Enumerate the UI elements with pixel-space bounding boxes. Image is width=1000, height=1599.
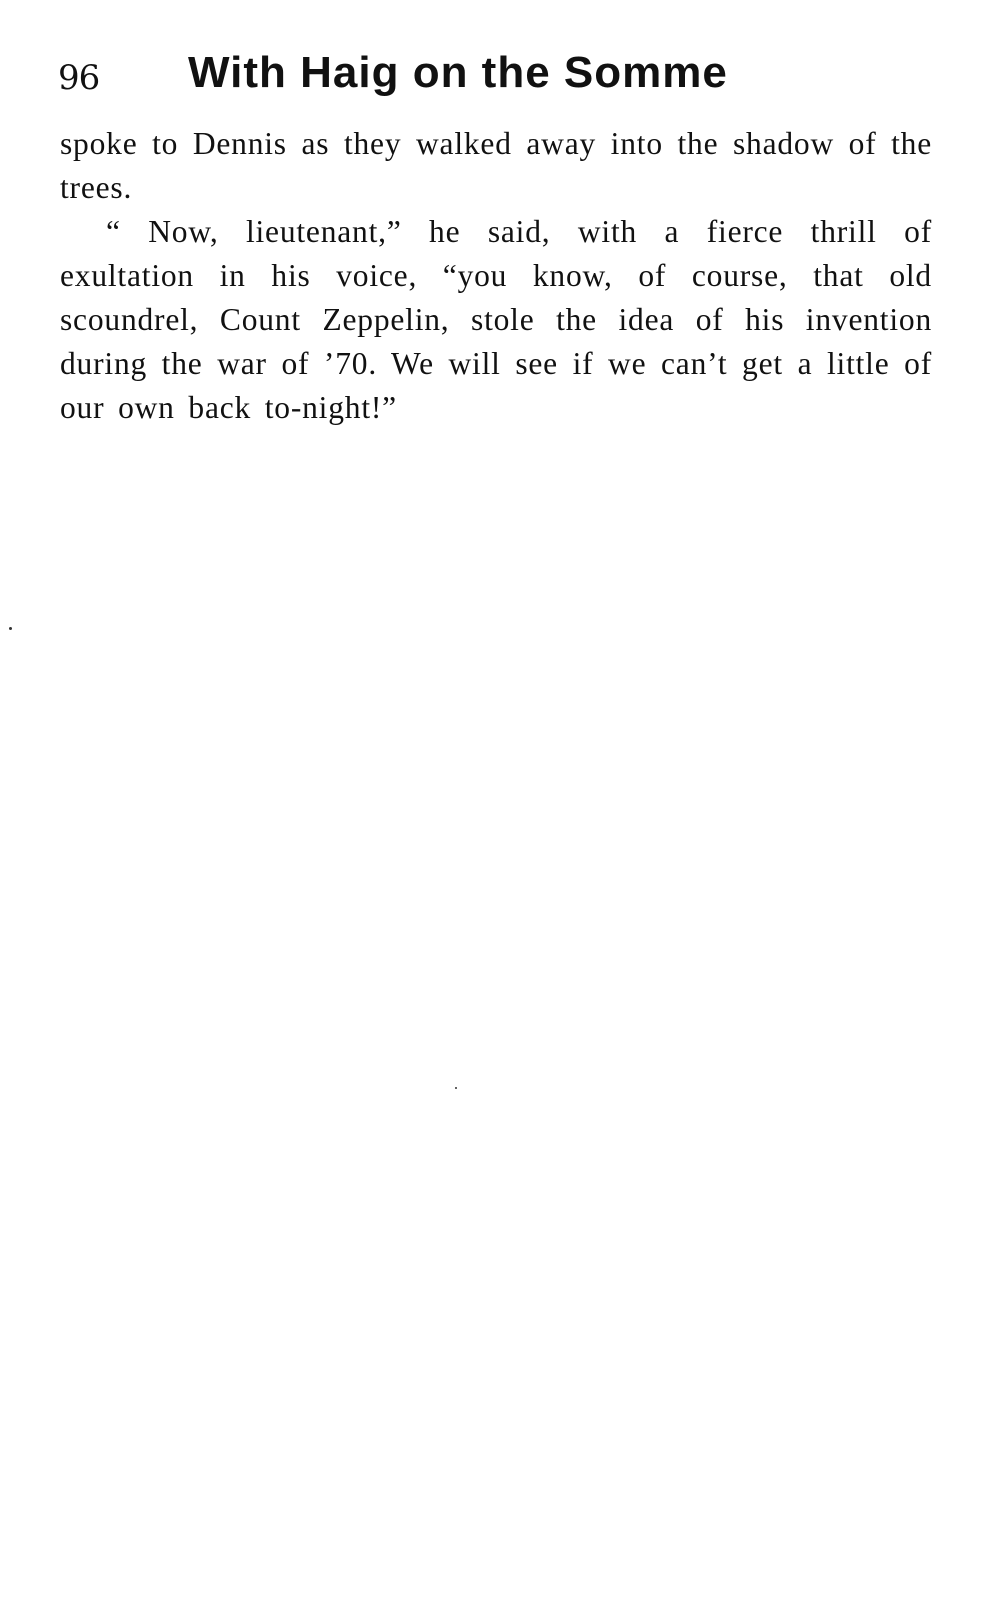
page-header: [58, 48, 938, 108]
body-text: [60, 122, 932, 430]
page-number: 96: [58, 58, 100, 98]
scan-speck: [455, 1087, 457, 1089]
running-head-title: With Haig on the Somme: [188, 48, 728, 97]
scan-speck: [9, 627, 12, 630]
paragraph-continuation: spoke to Dennis as they walked away into the shadow of the trees.: [60, 126, 932, 205]
paragraph-dialogue: “ Now, lieutenant,” he said, with a fierce thrill of exultation in his voice, “you know, of course, that old scoundrel, Count Zeppelin, stole the idea of his invention during the war of ’70. We will see if we can’t get a little of our own back to-night!”: [60, 214, 932, 425]
